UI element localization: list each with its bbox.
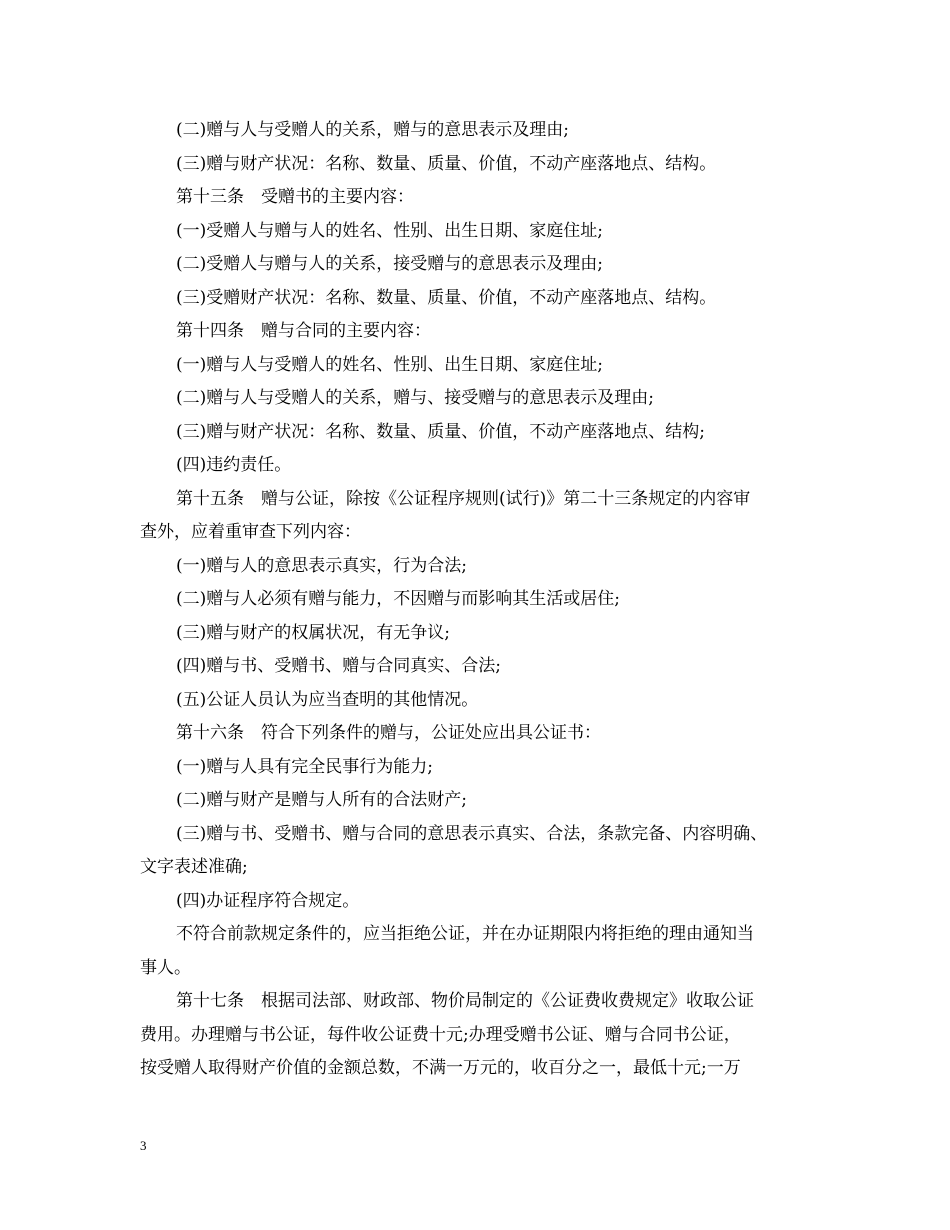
article-heading: 第十六条 符合下列条件的赠与，公证处应出具公证书： [176,723,601,743]
text-line: (二)赠与财产是赠与人所有的合法财产; [176,790,467,810]
text-line: (一)赠与人具有完全民事行为能力; [176,756,433,777]
text-line: (二)赠与人与受赠人的关系，赠与、接受赠与的意思表示及理由; [176,388,654,408]
text-line: 不符合前款规定条件的，应当拒绝公证，并在办证期限内将拒绝的理由通知当 [176,924,754,944]
text-line: (三)赠与财产的权属状况，有无争议; [176,622,450,643]
text-line: (一)赠与人与受赠人的姓名、性别、出生日期、家庭住址; [176,354,603,375]
text-line: (三)受赠财产状况：名称、数量、质量、价值，不动产座落地点、结构。 [176,287,717,308]
text-line: (二)赠与人必须有赠与能力，不因赠与而影响其生活或居住; [176,589,620,609]
page-number: 3 [140,1138,147,1153]
text-line: (四)违约责任。 [176,455,292,475]
text-line: 文字表述准确; [140,857,248,877]
text-line: 事人。 [140,957,191,978]
text-line: (三)赠与书、受赠书、赠与合同的意思表示真实、合法，条款完备、内容明确、 [176,823,768,844]
text-line: (二)受赠人与赠与人的关系，接受赠与的意思表示及理由; [176,254,603,274]
article-heading: 第十四条 赠与合同的主要内容： [176,321,431,341]
text-line: 按受赠人取得财产价值的金额总数，不满一万元的，收百分之一，最低十元;一万 [140,1058,741,1078]
text-line: (二)赠与人与受赠人的关系，赠与的意思表示及理由; [176,120,569,140]
text-line: (三)赠与财产状况：名称、数量、质量、价值，不动产座落地点、结构; [176,421,705,442]
article-heading: 第十五条 赠与公证，除按《公证程序规则(试行)》第二十三条规定的内容审 [176,488,751,509]
document-body [140,114,820,1086]
text-line: (三)赠与财产状况：名称、数量、质量、价值，不动产座落地点、结构。 [176,153,717,174]
article-heading: 第十七条 根据司法部、财政部、物价局制定的《公证费收费规定》收取公证 [176,991,754,1011]
text-line: (一)赠与人的意思表示真实，行为合法; [176,555,467,576]
text-line: 查外，应着重审查下列内容： [140,522,361,542]
text-line: (五)公证人员认为应当查明的其他情况。 [176,689,479,710]
text-line: (四)赠与书、受赠书、赠与合同真实、合法; [176,656,501,676]
text-line: (一)受赠人与赠与人的姓名、性别、出生日期、家庭住址; [176,220,603,241]
text-line: 费用。办理赠与书公证，每件收公证费十元;办理受赠书公证、赠与合同书公证， [140,1024,741,1045]
text-line: (四)办证程序符合规定。 [176,890,360,911]
article-heading: 第十三条 受赠书的主要内容： [176,187,414,207]
